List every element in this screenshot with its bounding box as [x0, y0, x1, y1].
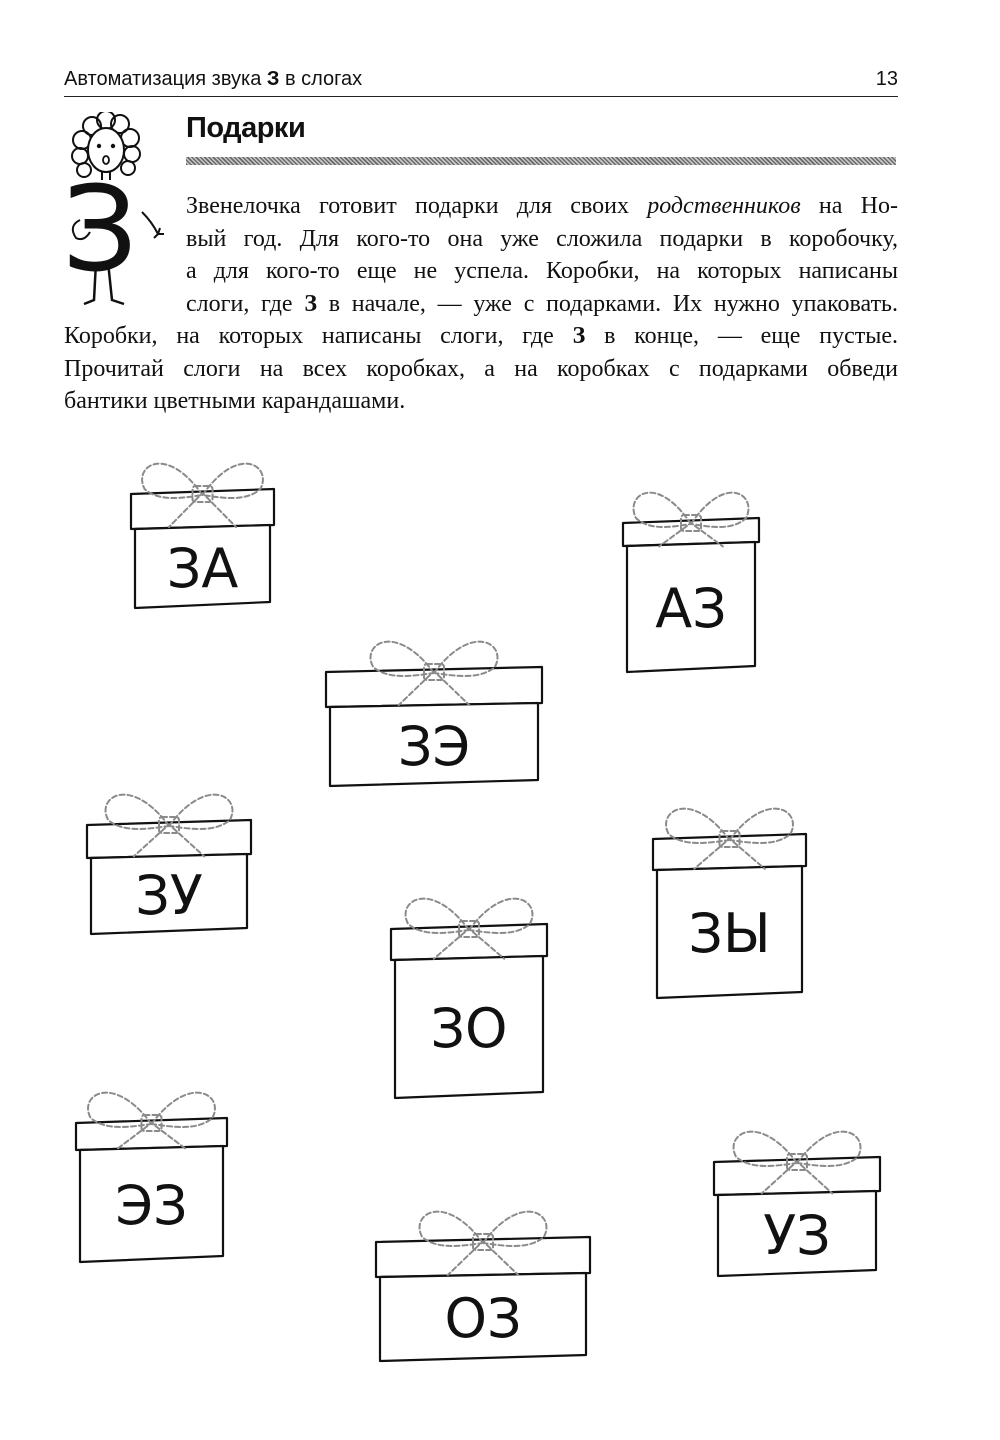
title-underline-bar: [186, 157, 896, 165]
gift-syllable: ЗА: [166, 536, 239, 600]
running-header-title: Автоматизация звука З в слогах: [64, 68, 363, 90]
instruction-paragraph: [64, 190, 898, 418]
gift-syllable: ЭЗ: [115, 1174, 188, 1237]
page-number: 13: [875, 68, 898, 90]
mascot-letter: З: [62, 160, 138, 298]
gift-syllable: ЗЫ: [688, 902, 771, 965]
gift-syllable: ЗО: [430, 997, 508, 1060]
gift-syllable: АЗ: [655, 577, 727, 640]
instruction-line: вый год. Для кого-то она уже сложила подарки в коробочку,: [186, 225, 898, 252]
gift-box-zy[interactable]: [652, 782, 807, 1002]
gift-box-oz[interactable]: [375, 1185, 591, 1365]
gift-syllable: ЗЭ: [397, 714, 471, 778]
instruction-line: слоги, где З в начале, — уже с подарками. Их нужно упаковать.: [186, 290, 899, 317]
gift-box-ze[interactable]: [325, 615, 543, 790]
instruction-line: бантики цветными карандашами.: [64, 388, 406, 414]
gift-box-uz[interactable]: [713, 1105, 881, 1280]
gift-box-za[interactable]: [130, 437, 275, 612]
instruction-line: Звенелочка готовит подарки для своих родственников на Но-: [186, 193, 898, 219]
instruction-line: Прочитай слоги на всех коробках, а на коробках с подарками обведи: [64, 355, 898, 382]
gift-box-zu[interactable]: [86, 768, 252, 938]
running-header: [64, 66, 898, 97]
instruction-line: Коробки, на которых написаны слоги, где З в конце, — еще пустые.: [64, 323, 898, 349]
gift-syllable: УЗ: [763, 1203, 831, 1267]
gift-box-drawing: [622, 466, 760, 676]
section-title: Подарки: [186, 112, 306, 144]
instruction-line: а для кого-то еще не успела. Коробки, на которых написаны: [186, 258, 898, 284]
gift-box-drawing: [652, 782, 807, 1002]
gift-box-drawing: [390, 872, 548, 1102]
gift-syllable: ОЗ: [444, 1287, 522, 1350]
gift-box-ez[interactable]: [75, 1066, 228, 1266]
gift-syllable: ЗУ: [135, 864, 203, 927]
gift-box-zo[interactable]: [390, 872, 548, 1102]
gift-box-az[interactable]: [622, 466, 760, 676]
